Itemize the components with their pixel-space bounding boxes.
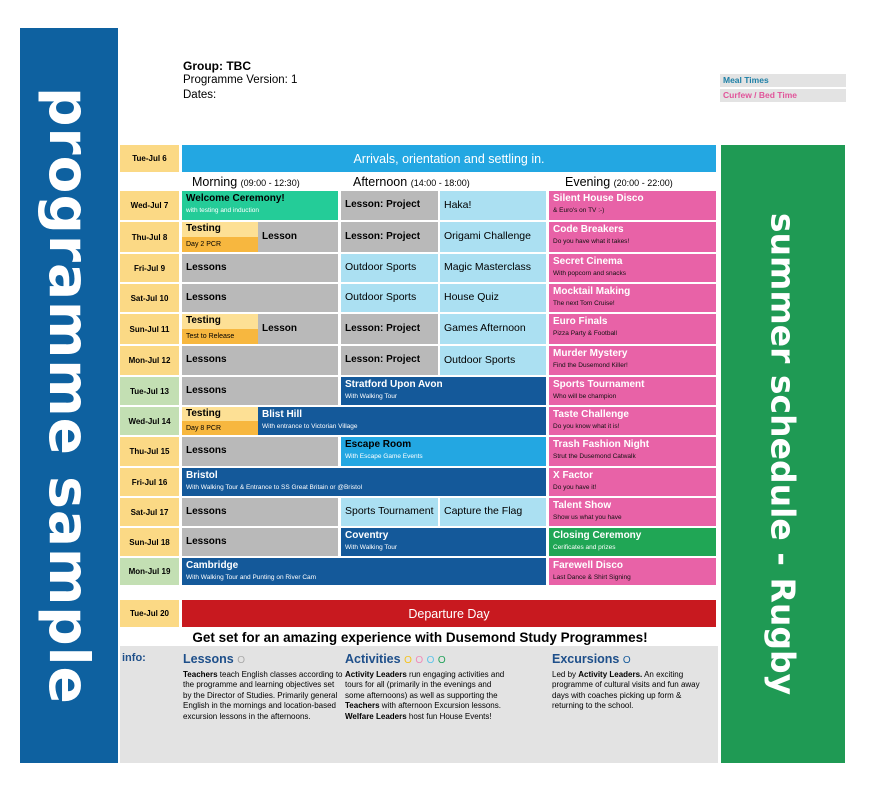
activity-cell: Outdoor Sports (440, 346, 546, 375)
info-lessons-title: Lessons O (183, 652, 245, 666)
info-activities: Activities O O O O Activity Leaders run engaging activities and tours for all (primarily in the evenings and some afternoons) as well as supporting the Teachers with afternoon Excursion lessons. Welfare Leaders host fun House Events! (345, 652, 505, 721)
activity-cell: Sports Tournament (341, 498, 438, 526)
circle-icon: O (415, 655, 424, 666)
activity-cell: Lessons (182, 377, 338, 405)
left-side-title: programme sample (37, 86, 101, 705)
activity-cell: Lesson: Project (341, 346, 438, 375)
departure-banner: Departure Day (182, 600, 716, 627)
activity-cell: Mocktail Making The next Tom Cruise! (549, 284, 716, 312)
column-morning: Morning (09:00 - 12:30) (192, 175, 300, 189)
activity-cell: Lesson: Project (341, 191, 438, 220)
info-excursions: Excursions O Led by Activity Leaders. An exciting programme of cultural visits and fun away days with coaches picking up form & returning to the school. (552, 652, 712, 712)
column-afternoon: Afternoon (14:00 - 18:00) (353, 175, 470, 189)
tagline: Get set for an amazing experience with Dusemond Study Programmes! (192, 630, 648, 645)
activity-cell: Lesson (258, 314, 338, 344)
activity-cell: Taste Challenge Do you know what it is! (549, 407, 716, 435)
day-label: Tue-Jul 6 (120, 145, 179, 172)
info-excursions-title: Excursions O (552, 652, 631, 666)
activity-cell: Lessons (182, 498, 338, 526)
circle-icon: O (404, 655, 412, 666)
activity-cell: X Factor Do you have it! (549, 468, 716, 496)
legend-curfew: Curfew / Bed Time (720, 89, 846, 102)
day-label: Mon-Jul 19 (120, 558, 179, 585)
testing-sub: Day 2 PCR (182, 237, 258, 252)
circle-icon: O (426, 655, 435, 666)
activity-cell: Lesson: Project (341, 222, 438, 252)
activity-cell: Lesson (258, 222, 338, 252)
activity-cell: Silent House Disco & Euro's on TV :-) (549, 191, 716, 220)
activity-cell: Closing Ceremony Cerificates and prizes (549, 528, 716, 556)
excursion-cell: Cambridge With Walking Tour and Punting on River Cam (182, 558, 546, 585)
info-label: info: (122, 652, 146, 664)
day-label: Tue-Jul 20 (120, 600, 179, 627)
activity-cell: Talent Show Show us what you have (549, 498, 716, 526)
activity-cell: Outdoor Sports (341, 254, 438, 282)
left-side-banner (20, 28, 118, 763)
testing-sub: Test to Release (182, 329, 258, 344)
activity-cell: Games Afternoon (440, 314, 546, 344)
activity-cell: Lessons (182, 284, 338, 312)
right-side-title: summer schedule - Rugby (763, 212, 803, 696)
activity-cell: Lessons (182, 254, 338, 282)
activity-cell: Welcome Ceremony! with testing and induction (182, 191, 338, 220)
legend-meal-times: Meal Times (720, 74, 846, 87)
activity-cell: Euro Finals Pizza Party & Football (549, 314, 716, 344)
day-label: Fri-Jul 16 (120, 468, 179, 496)
activity-cell: Code Breakers Do you have what it takes! (549, 222, 716, 252)
right-side-banner (721, 145, 845, 763)
excursion-cell: Bristol With Walking Tour & Entrance to SS Great Britain or @Bristol (182, 468, 546, 496)
arrival-banner: Arrivals, orientation and settling in. (182, 145, 716, 172)
circle-icon: O (237, 655, 245, 666)
day-label: Wed-Jul 14 (120, 407, 179, 435)
day-label: Sat-Jul 10 (120, 284, 179, 312)
activity-cell: Origami Challenge (440, 222, 546, 252)
day-label: Thu-Jul 8 (120, 222, 179, 252)
activity-cell: Magic Masterclass (440, 254, 546, 282)
activity-cell: Lessons (182, 528, 338, 556)
info-lessons: Lessons O Teachers teach English classes according to the programme and learning objectives set by the Director of Studies. Primarily general English in the mornings and location-based excursion lessons in the afternoons. (183, 652, 343, 721)
day-label: Sat-Jul 17 (120, 498, 179, 526)
activity-cell: Sports Tournament Who will be champion (549, 377, 716, 405)
testing-cell: Testing (182, 222, 258, 237)
testing-cell: Testing (182, 314, 258, 329)
activity-cell: Farewell Disco Last Dance & Shirt Signing (549, 558, 716, 585)
circle-icon: O (437, 655, 446, 666)
day-label: Fri-Jul 9 (120, 254, 179, 282)
activity-cell: Trash Fashion Night Strut the Dusemond Catwalk (549, 437, 716, 466)
testing-cell: Testing (182, 407, 258, 421)
activity-cell: Outdoor Sports (341, 284, 438, 312)
circle-icon: O (622, 655, 631, 666)
info-activities-title: Activities O O O O (345, 652, 446, 666)
activity-cell: Lesson: Project (341, 314, 438, 344)
day-label: Tue-Jul 13 (120, 377, 179, 405)
day-label: Wed-Jul 7 (120, 191, 179, 220)
activity-cell: Haka! (440, 191, 546, 220)
dates-label: Dates: (183, 89, 217, 101)
activity-cell: Murder Mystery Find the Dusemond Killer! (549, 346, 716, 375)
column-evening: Evening (20:00 - 22:00) (565, 175, 673, 189)
activity-cell: House Quiz (440, 284, 546, 312)
day-label: Thu-Jul 15 (120, 437, 179, 466)
excursion-cell: Stratford Upon Avon With Walking Tour (341, 377, 546, 405)
group-label: Group: TBC (183, 59, 251, 73)
activity-cell: Capture the Flag (440, 498, 546, 526)
day-label: Sun-Jul 11 (120, 314, 179, 344)
activity-cell: Lessons (182, 346, 338, 375)
day-label: Sun-Jul 18 (120, 528, 179, 556)
excursion-cell: Coventry With Walking Tour (341, 528, 546, 556)
excursion-cell: Blist Hill With entrance to Victorian Village (258, 407, 546, 435)
activity-cell: Secret Cinema With popcorn and snacks (549, 254, 716, 282)
activity-cell: Lessons (182, 437, 338, 466)
programme-version: Programme Version: 1 (183, 74, 298, 86)
activity-cell: Escape Room With Escape Game Events (341, 437, 546, 466)
testing-sub: Day 8 PCR (182, 421, 258, 435)
day-label: Mon-Jul 12 (120, 346, 179, 375)
